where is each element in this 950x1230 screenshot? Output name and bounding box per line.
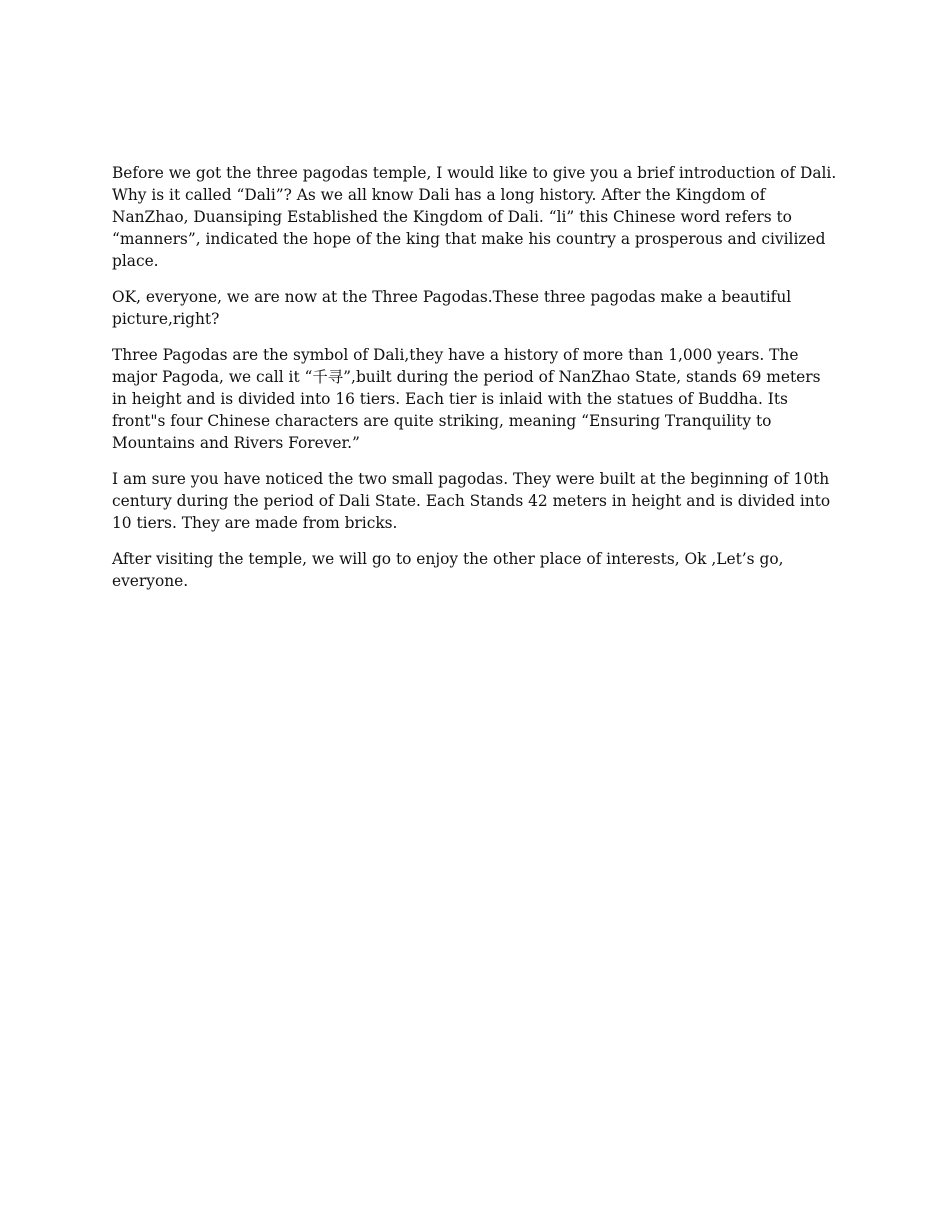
paragraph-dali-introduction: Before we got the three pagodas temple, I would like to give you a brief introduction of Dali. Why is it called “Dali”? As we all know Dali has a long history. After the Kingdom of NanZhao, Duansiping Established the Kingdom of Dali. “li” this Chinese word refers to “manners”, indicated the hope of the king that make his country a prosperous and civilized place. <box>112 164 837 270</box>
paragraph-major-pagoda: Three Pagodas are the symbol of Dali,they have a history of more than 1,000 years. The major Pagoda, we call it “千寻”,built during the period of NanZhao State, stands 69 meters in height and is divided into 16 tiers. Each tier is inlaid with the statues of Buddha. Its front"s four Chinese characters are quite striking, meaning “Ensuring Tranquility to Mountains and Rivers Forever.” <box>112 346 821 452</box>
paragraph-small-pagodas: I am sure you have noticed the two small pagodas. They were built at the beginning of 10th century during the period of Dali State. Each Stands 42 meters in height and is divided into 10 tiers. They are made from bricks. <box>112 470 831 532</box>
paragraph-closing: After visiting the temple, we will go to enjoy the other place of interests, Ok ,Let’s go, everyone. <box>112 550 784 590</box>
document-body <box>112 162 840 606</box>
paragraph-three-pagodas-arrival: OK, everyone, we are now at the Three Pagodas.These three pagodas make a beautiful picture,right? <box>112 288 792 328</box>
